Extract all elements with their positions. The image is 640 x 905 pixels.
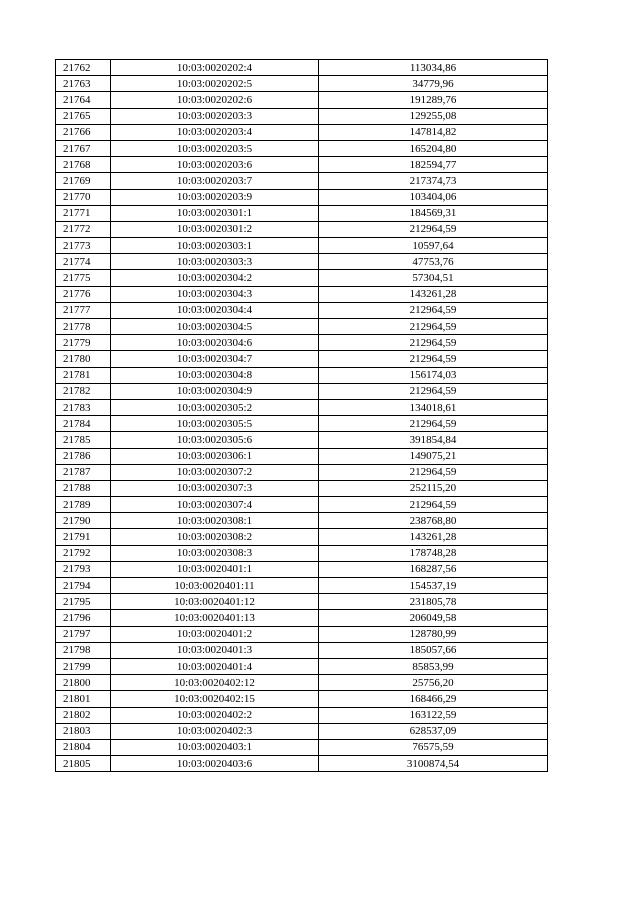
row-number-cell: 21805 (56, 756, 111, 772)
row-number-cell: 21790 (56, 513, 111, 529)
table-row (56, 416, 548, 432)
cadastral-number-cell: 10:03:0020402:15 (111, 691, 319, 707)
cadastral-value-cell: 182594,77 (319, 157, 548, 173)
table-row (56, 238, 548, 254)
table-row (56, 335, 548, 351)
table-row (56, 545, 548, 561)
row-number-cell: 21792 (56, 545, 111, 561)
cadastral-value-cell: 217374,73 (319, 173, 548, 189)
table-row (56, 594, 548, 610)
table-row (56, 205, 548, 221)
cadastral-number-cell: 10:03:0020203:7 (111, 173, 319, 189)
cadastral-number-cell: 10:03:0020308:3 (111, 545, 319, 561)
table-row (56, 480, 548, 496)
cadastral-number-cell: 10:03:0020403:6 (111, 756, 319, 772)
row-number-cell: 21798 (56, 642, 111, 658)
table-row (56, 578, 548, 594)
table-row (56, 529, 548, 545)
cadastral-value-cell: 25756,20 (319, 675, 548, 691)
table-row (56, 464, 548, 480)
cadastral-value-cell: 185057,66 (319, 642, 548, 658)
row-number-cell: 21775 (56, 270, 111, 286)
cadastral-value-cell: 212964,59 (319, 351, 548, 367)
cadastral-number-cell: 10:03:0020203:9 (111, 189, 319, 205)
cadastral-number-cell: 10:03:0020304:5 (111, 319, 319, 335)
cadastral-number-cell: 10:03:0020402:12 (111, 675, 319, 691)
cadastral-value-cell: 85853,99 (319, 658, 548, 674)
row-number-cell: 21784 (56, 416, 111, 432)
cadastral-number-cell: 10:03:0020304:8 (111, 367, 319, 383)
row-number-cell: 21791 (56, 529, 111, 545)
cadastral-value-cell: 238768,80 (319, 513, 548, 529)
table-row (56, 76, 548, 92)
row-number-cell: 21802 (56, 707, 111, 723)
cadastral-number-cell: 10:03:0020305:2 (111, 399, 319, 415)
cadastral-number-cell: 10:03:0020202:6 (111, 92, 319, 108)
cadastral-value-cell: 212964,59 (319, 335, 548, 351)
table-row (56, 189, 548, 205)
cadastral-value-cell: 191289,76 (319, 92, 548, 108)
row-number-cell: 21800 (56, 675, 111, 691)
row-number-cell: 21795 (56, 594, 111, 610)
row-number-cell: 21797 (56, 626, 111, 642)
cadastral-number-cell: 10:03:0020402:2 (111, 707, 319, 723)
table-row (56, 286, 548, 302)
cadastral-value-cell: 76575,59 (319, 739, 548, 755)
cadastral-number-cell: 10:03:0020202:4 (111, 60, 319, 76)
table-row (56, 707, 548, 723)
cadastral-number-cell: 10:03:0020304:7 (111, 351, 319, 367)
row-number-cell: 21762 (56, 60, 111, 76)
cadastral-number-cell: 10:03:0020303:1 (111, 238, 319, 254)
row-number-cell: 21770 (56, 189, 111, 205)
table-row (56, 658, 548, 674)
cadastral-value-cell: 163122,59 (319, 707, 548, 723)
row-number-cell: 21780 (56, 351, 111, 367)
cadastral-value-cell: 206049,58 (319, 610, 548, 626)
table-row (56, 270, 548, 286)
cadastral-number-cell: 10:03:0020203:6 (111, 157, 319, 173)
cadastral-value-cell: 391854,84 (319, 432, 548, 448)
table-row (56, 642, 548, 658)
table-row (56, 561, 548, 577)
cadastral-value-cell: 128780,99 (319, 626, 548, 642)
cadastral-value-cell: 57304,51 (319, 270, 548, 286)
row-number-cell: 21769 (56, 173, 111, 189)
row-number-cell: 21794 (56, 578, 111, 594)
cadastral-value-cell: 34779,96 (319, 76, 548, 92)
row-number-cell: 21781 (56, 367, 111, 383)
table-row (56, 254, 548, 270)
cadastral-number-cell: 10:03:0020401:12 (111, 594, 319, 610)
table-row (56, 497, 548, 513)
cadastral-value-cell: 168466,29 (319, 691, 548, 707)
cadastral-value-cell: 165204,80 (319, 140, 548, 156)
row-number-cell: 21773 (56, 238, 111, 254)
row-number-cell: 21803 (56, 723, 111, 739)
table-row (56, 399, 548, 415)
cadastral-number-cell: 10:03:0020307:3 (111, 480, 319, 496)
cadastral-number-cell: 10:03:0020203:3 (111, 108, 319, 124)
row-number-cell: 21796 (56, 610, 111, 626)
row-number-cell: 21768 (56, 157, 111, 173)
table-row (56, 302, 548, 318)
cadastral-number-cell: 10:03:0020401:3 (111, 642, 319, 658)
cadastral-number-cell: 10:03:0020401:13 (111, 610, 319, 626)
cadastral-number-cell: 10:03:0020306:1 (111, 448, 319, 464)
cadastral-number-cell: 10:03:0020305:5 (111, 416, 319, 432)
cadastral-value-cell: 212964,59 (319, 383, 548, 399)
cadastral-value-cell: 134018,61 (319, 399, 548, 415)
table-row (56, 60, 548, 76)
table-row (56, 124, 548, 140)
cadastral-value-table (55, 59, 548, 772)
cadastral-value-cell: 149075,21 (319, 448, 548, 464)
cadastral-value-cell: 212964,59 (319, 497, 548, 513)
cadastral-number-cell: 10:03:0020304:3 (111, 286, 319, 302)
table-row (56, 383, 548, 399)
row-number-cell: 21785 (56, 432, 111, 448)
row-number-cell: 21771 (56, 205, 111, 221)
cadastral-value-cell: 143261,28 (319, 286, 548, 302)
cadastral-number-cell: 10:03:0020403:1 (111, 739, 319, 755)
row-number-cell: 21767 (56, 140, 111, 156)
cadastral-value-cell: 252115,20 (319, 480, 548, 496)
cadastral-value-cell: 212964,59 (319, 416, 548, 432)
table-row (56, 108, 548, 124)
row-number-cell: 21764 (56, 92, 111, 108)
table-row (56, 432, 548, 448)
cadastral-number-cell: 10:03:0020401:1 (111, 561, 319, 577)
row-number-cell: 21779 (56, 335, 111, 351)
cadastral-value-cell: 147814,82 (319, 124, 548, 140)
table-body (56, 60, 548, 772)
cadastral-number-cell: 10:03:0020203:4 (111, 124, 319, 140)
cadastral-value-cell: 47753,76 (319, 254, 548, 270)
cadastral-number-cell: 10:03:0020301:2 (111, 221, 319, 237)
cadastral-number-cell: 10:03:0020304:6 (111, 335, 319, 351)
row-number-cell: 21782 (56, 383, 111, 399)
row-number-cell: 21766 (56, 124, 111, 140)
cadastral-value-cell: 168287,56 (319, 561, 548, 577)
row-number-cell: 21763 (56, 76, 111, 92)
row-number-cell: 21774 (56, 254, 111, 270)
cadastral-number-cell: 10:03:0020308:2 (111, 529, 319, 545)
row-number-cell: 21783 (56, 399, 111, 415)
cadastral-value-cell: 10597,64 (319, 238, 548, 254)
row-number-cell: 21799 (56, 658, 111, 674)
row-number-cell: 21776 (56, 286, 111, 302)
cadastral-number-cell: 10:03:0020308:1 (111, 513, 319, 529)
cadastral-number-cell: 10:03:0020401:2 (111, 626, 319, 642)
cadastral-number-cell: 10:03:0020305:6 (111, 432, 319, 448)
cadastral-value-cell: 129255,08 (319, 108, 548, 124)
cadastral-value-cell: 103404,06 (319, 189, 548, 205)
row-number-cell: 21787 (56, 464, 111, 480)
row-number-cell: 21777 (56, 302, 111, 318)
cadastral-value-cell: 143261,28 (319, 529, 548, 545)
row-number-cell: 21801 (56, 691, 111, 707)
table-row (56, 756, 548, 772)
cadastral-value-cell: 212964,59 (319, 464, 548, 480)
cadastral-value-cell: 113034,86 (319, 60, 548, 76)
row-number-cell: 21788 (56, 480, 111, 496)
cadastral-number-cell: 10:03:0020304:9 (111, 383, 319, 399)
table-row (56, 351, 548, 367)
table-row (56, 739, 548, 755)
table-row (56, 92, 548, 108)
table-row (56, 319, 548, 335)
table-row (56, 140, 548, 156)
cadastral-number-cell: 10:03:0020304:2 (111, 270, 319, 286)
table-row (56, 173, 548, 189)
table-row (56, 626, 548, 642)
cadastral-number-cell: 10:03:0020202:5 (111, 76, 319, 92)
table-row (56, 448, 548, 464)
row-number-cell: 21772 (56, 221, 111, 237)
row-number-cell: 21778 (56, 319, 111, 335)
cadastral-number-cell: 10:03:0020303:3 (111, 254, 319, 270)
cadastral-value-cell: 212964,59 (319, 319, 548, 335)
cadastral-number-cell: 10:03:0020301:1 (111, 205, 319, 221)
cadastral-value-cell: 212964,59 (319, 302, 548, 318)
table-row (56, 610, 548, 626)
cadastral-value-cell: 184569,31 (319, 205, 548, 221)
cadastral-value-cell: 154537,19 (319, 578, 548, 594)
cadastral-value-cell: 178748,28 (319, 545, 548, 561)
table-row (56, 723, 548, 739)
cadastral-number-cell: 10:03:0020203:5 (111, 140, 319, 156)
row-number-cell: 21789 (56, 497, 111, 513)
row-number-cell: 21765 (56, 108, 111, 124)
table-row (56, 513, 548, 529)
cadastral-value-cell: 156174,03 (319, 367, 548, 383)
cadastral-value-cell: 628537,09 (319, 723, 548, 739)
row-number-cell: 21804 (56, 739, 111, 755)
row-number-cell: 21793 (56, 561, 111, 577)
table-row (56, 691, 548, 707)
table-row (56, 675, 548, 691)
cadastral-value-cell: 231805,78 (319, 594, 548, 610)
cadastral-number-cell: 10:03:0020304:4 (111, 302, 319, 318)
cadastral-number-cell: 10:03:0020401:4 (111, 658, 319, 674)
cadastral-number-cell: 10:03:0020307:2 (111, 464, 319, 480)
table-row (56, 221, 548, 237)
row-number-cell: 21786 (56, 448, 111, 464)
cadastral-value-cell: 3100874,54 (319, 756, 548, 772)
cadastral-number-cell: 10:03:0020402:3 (111, 723, 319, 739)
cadastral-number-cell: 10:03:0020401:11 (111, 578, 319, 594)
cadastral-value-cell: 212964,59 (319, 221, 548, 237)
table-row (56, 157, 548, 173)
table-row (56, 367, 548, 383)
cadastral-number-cell: 10:03:0020307:4 (111, 497, 319, 513)
